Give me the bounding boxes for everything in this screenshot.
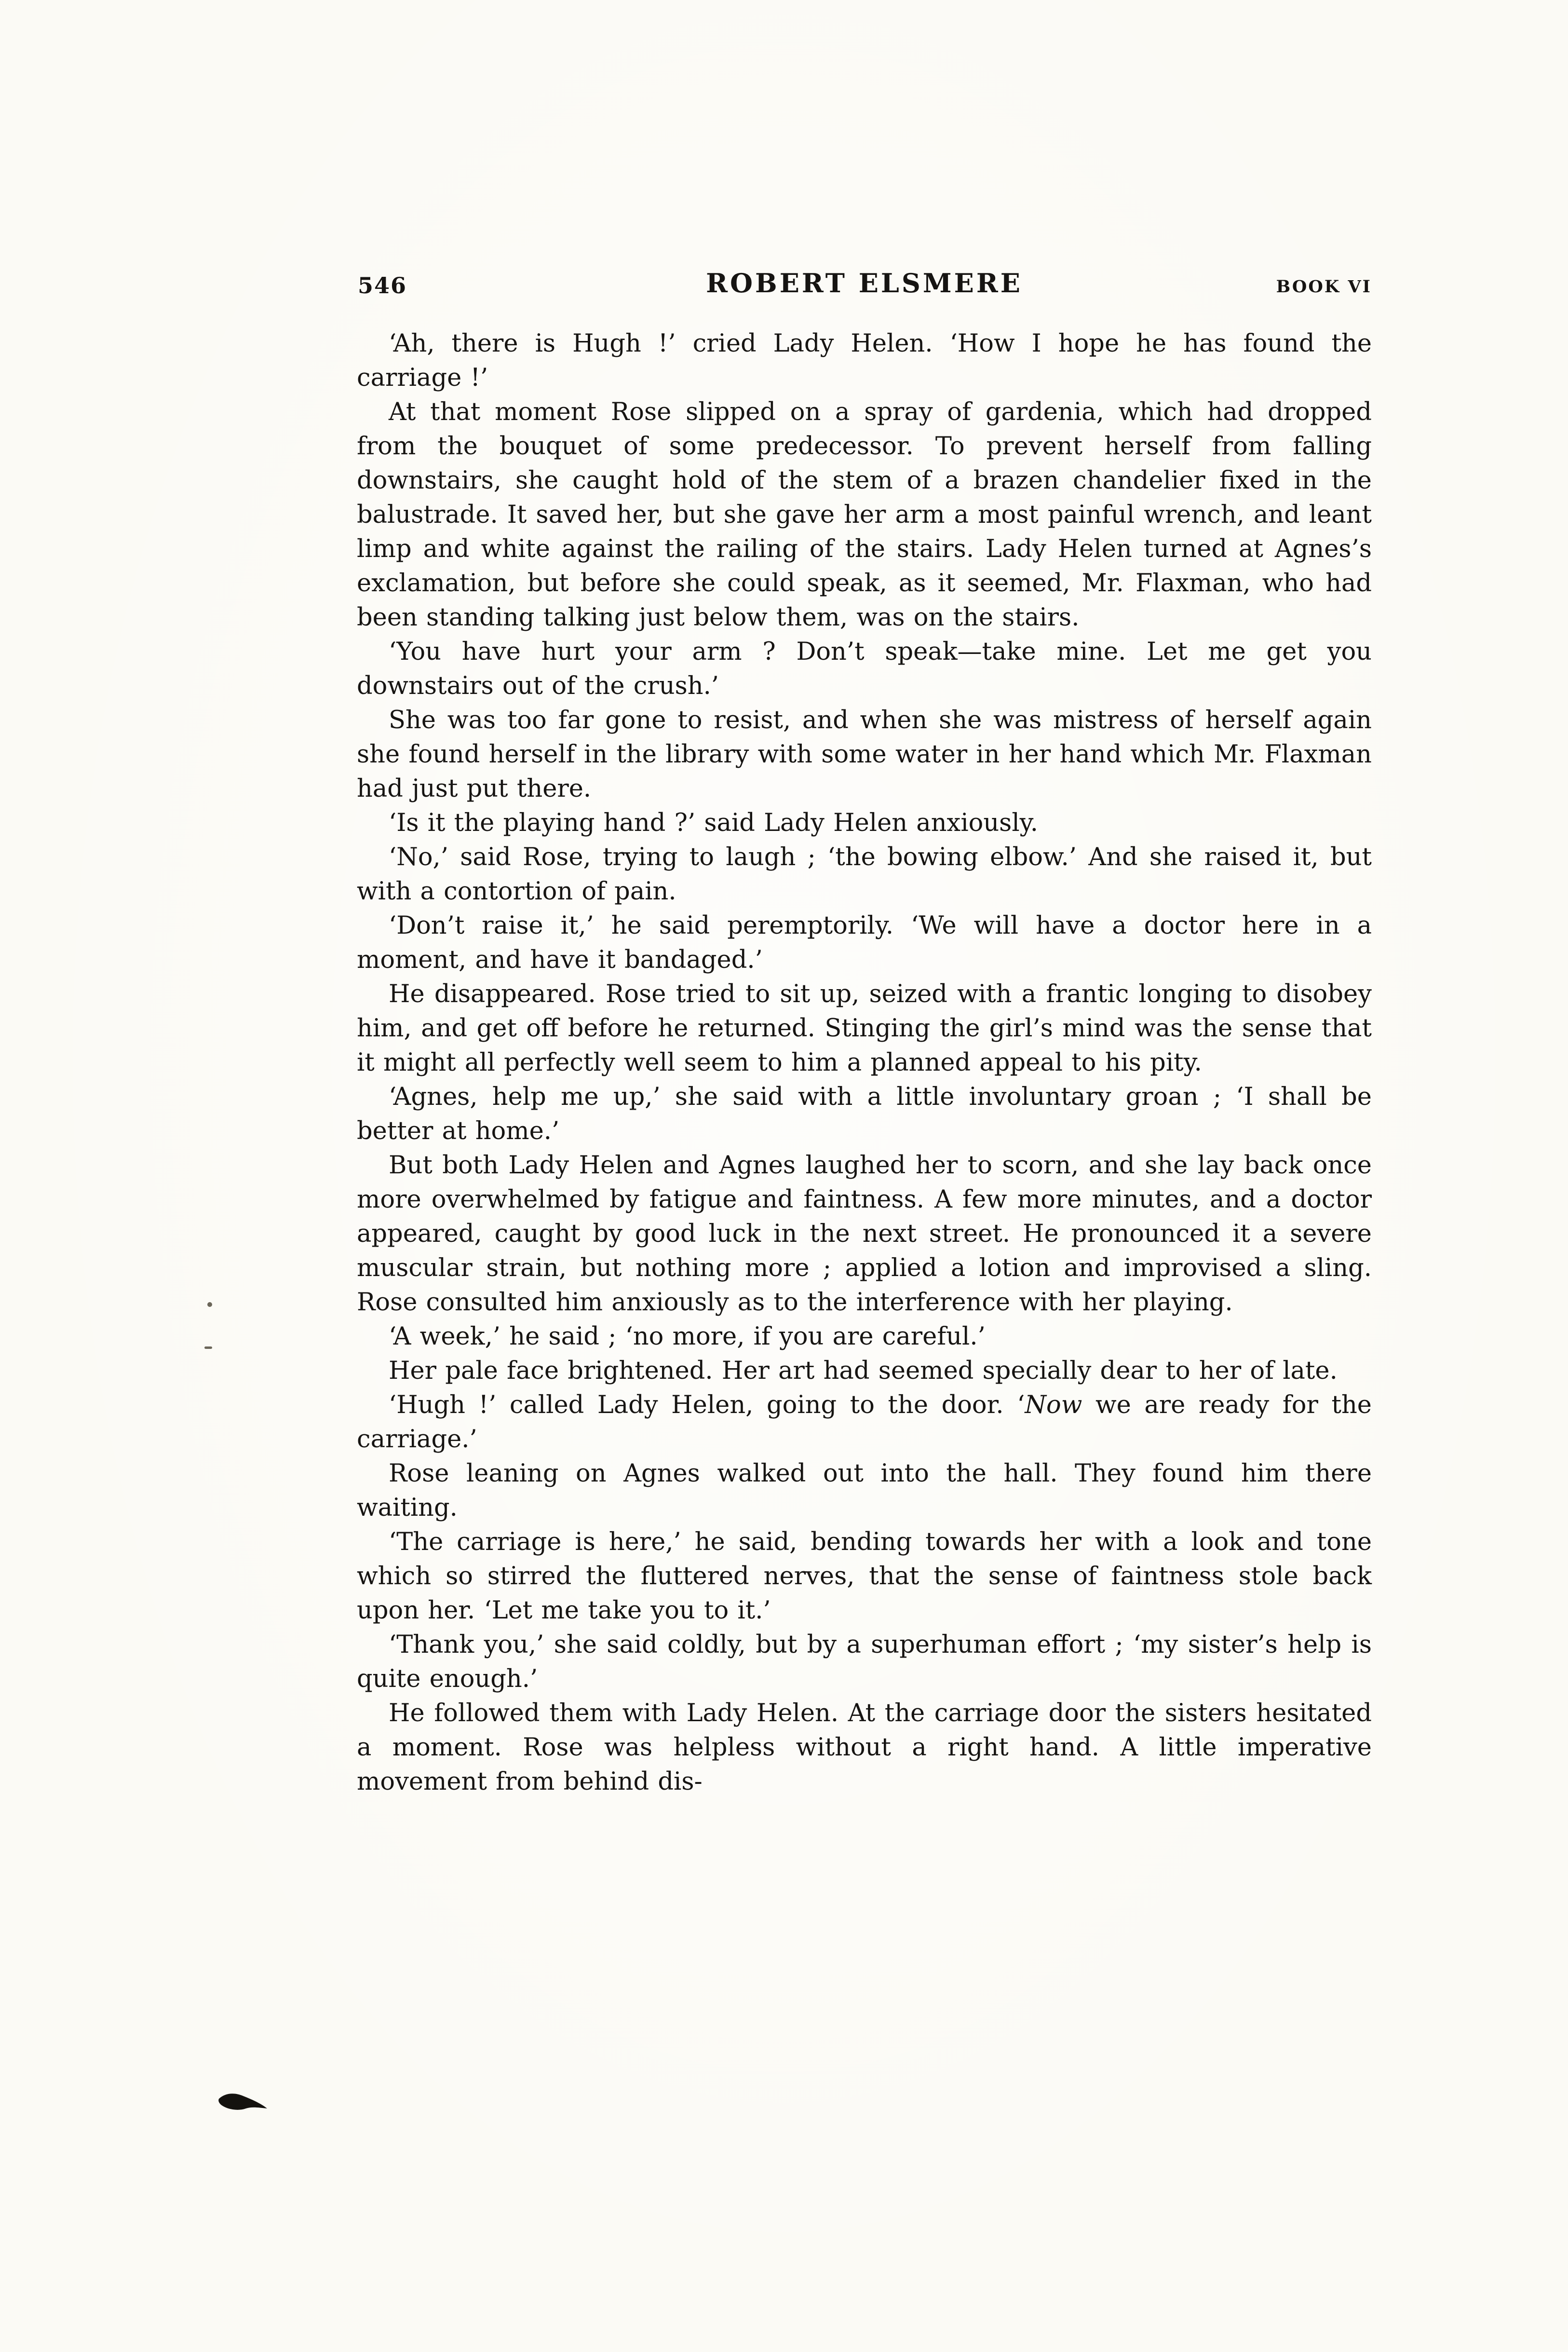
ink-blot-mark xyxy=(218,2092,268,2118)
paragraph xyxy=(357,1525,1372,1628)
text-segment: He disappeared. Rose tried to sit up, seized with a frantic longing to disobey him, and get off before he returned. Stinging the girl’s mind was the sense that it might all perfectly well seem to him a planned appeal to his pity. xyxy=(357,980,1372,1077)
running-title: ROBERT ELSMERE xyxy=(706,268,1023,299)
text-segment: ‘You have hurt your arm ? Don’t speak—take mine. Let me get you downstairs out of the crush.’ xyxy=(357,638,1372,700)
text-segment: ‘Thank you,’ she said coldly, but by a superhuman effort ; ‘my sister’s help is quite enough.’ xyxy=(357,1631,1372,1693)
paragraph xyxy=(357,1319,1372,1354)
paragraph xyxy=(357,1354,1372,1388)
text-segment: At that moment Rose slipped on a spray of gardenia, which had dropped from the bouquet of some predecessor. To prevent herself from falling downstairs, she caught hold of the stem of a brazen chandelier fixed in the balustrade. It saved her, but she gave her arm a most painful wrench, and leant limp and white against the railing of the stairs. Lady Helen turned at Agnes’s exclamation, but before she could speak, as it seemed, Mr. Flaxman, who had been standing talking just below them, was on the stairs. xyxy=(357,398,1372,632)
italic-text: Now xyxy=(1025,1391,1082,1419)
paragraph xyxy=(357,1148,1372,1319)
paragraph xyxy=(357,635,1372,703)
paragraph xyxy=(357,909,1372,977)
text-segment: ‘Agnes, help me up,’ she said with a little involuntary groan ; ‘I shall be better at home.’ xyxy=(357,1083,1372,1145)
text-segment: Her pale face brightened. Her art had seemed specially dear to her of late. xyxy=(389,1357,1338,1385)
paragraph xyxy=(357,703,1372,806)
book-label: BOOK VI xyxy=(1276,277,1372,297)
text-segment: She was too far gone to resist, and when she was mistress of herself again she found herself in the library with some water in her hand which Mr. Flaxman had just put there. xyxy=(357,706,1372,803)
text-body xyxy=(357,326,1372,1799)
text-segment: we are ready for the carriage.’ xyxy=(357,1391,1372,1454)
text-segment: ‘Don’t raise it,’ he said peremptorily. ‘We will have a doctor here in a moment, and have it bandaged.’ xyxy=(357,911,1372,974)
text-segment: But both Lady Helen and Agnes laughed her to scorn, and she lay back once more overwhelmed by fatigue and faintness. A few more minutes, and a doctor appeared, caught by good luck in the next street. He pronounced it a severe muscular strain, but nothing more ; applied a lotion and improvised a sling. Rose consulted him anxiously as to the interference with her playing. xyxy=(357,1151,1372,1317)
text-segment: ‘A week,’ he said ; ‘no more, if you are careful.’ xyxy=(389,1322,986,1351)
text-segment: ‘The carriage is here,’ he said, bending towards her with a look and tone which so stirred the fluttered nerves, that the sense of faintness stole back upon her. ‘Let me take you to it.’ xyxy=(357,1528,1372,1625)
paragraph xyxy=(357,326,1372,395)
paragraph xyxy=(357,1696,1372,1799)
ink-blot-shape xyxy=(218,2092,268,2118)
text-segment: ‘Hugh !’ called Lady Helen, going to the door. ‘ xyxy=(389,1391,1025,1419)
text-segment: ‘No,’ said Rose, trying to laugh ; ‘the bowing elbow.’ And she raised it, but with a contortion of pain. xyxy=(357,843,1372,906)
text-segment: ‘Is it the playing hand ?’ said Lady Helen anxiously. xyxy=(389,809,1038,837)
page-header xyxy=(357,263,1372,299)
paragraph xyxy=(357,806,1372,840)
paragraph xyxy=(357,1456,1372,1525)
paragraph xyxy=(357,1628,1372,1696)
text-segment: He followed them with Lady Helen. At the carriage door the sisters hesitated a moment. Rose was helpless without a right hand. A little imperative movement from behind dis- xyxy=(357,1699,1372,1796)
scan-speck-dot xyxy=(207,1302,212,1307)
text-block xyxy=(357,263,1372,1799)
scan-speck-dash xyxy=(204,1346,212,1349)
paragraph xyxy=(357,977,1372,1080)
text-segment: ‘Ah, there is Hugh !’ cried Lady Helen. ‘How I hope he has found the carriage !’ xyxy=(357,329,1372,392)
page-number: 546 xyxy=(358,272,407,299)
paragraph xyxy=(357,1080,1372,1148)
paragraph xyxy=(357,1388,1372,1456)
paragraph xyxy=(357,840,1372,909)
text-segment: Rose leaning on Agnes walked out into the hall. They found him there waiting. xyxy=(357,1459,1372,1522)
paragraph xyxy=(357,395,1372,635)
